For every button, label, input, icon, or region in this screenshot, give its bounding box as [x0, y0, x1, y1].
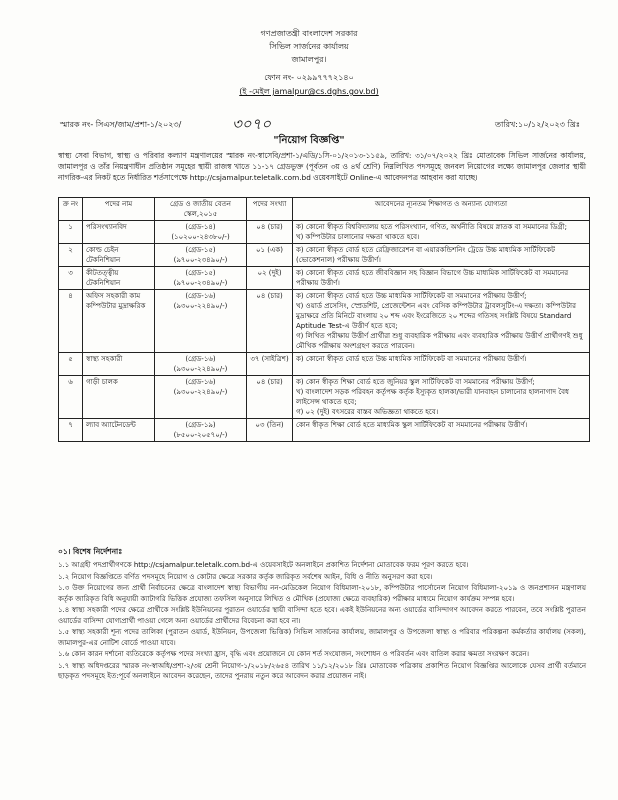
qualification-item: গ) ০২ (দুই) বৎসরের বাস্তব অভিজ্ঞতা থাকতে হবে।	[296, 408, 439, 416]
qualification-item: ক) কোনো স্বীকৃত বোর্ড হতে উচ্চ মাধ্যমিক সার্টিফিকেট বা সমমানের পরীক্ষায় উত্তীর্ণ।	[296, 355, 527, 363]
qualification-item: খ) কম্পিউটার চালানোর দক্ষতা থাকতে হবে।	[296, 233, 420, 241]
header-post: পদের নাম	[83, 198, 155, 221]
header-government: গণপ্রজাতন্ত্রী বাংলাদেশ সরকার	[260, 29, 358, 38]
header-email[interactable]: (ই -মেইল jamalpur@cs.dghs.gov.bd)	[239, 87, 379, 96]
header-serial: ক্র নং	[59, 198, 83, 221]
row-scale: (৯৭০০-২৩৪৯০/-)	[173, 256, 228, 264]
row-grade-cell	[155, 376, 247, 419]
notes-heading: ০১। বিশেষ নির্দেশনাঃ	[58, 547, 123, 556]
row-scale: (৯৩০০-২২৪৯০/-)	[173, 388, 228, 396]
qualification-item: কোন স্বীকৃত শিক্ষা বোর্ড হতে মাধ্যমিক স্কুল সার্টিফিকেট বা সমমানের পরীক্ষায় উত্তীর্ণ।	[296, 421, 528, 429]
table-row	[59, 419, 590, 442]
row-count: ৩৭ (সাইত্রিশ)	[247, 353, 293, 376]
row-scale: (৮৫০০-২০৫৭০/-)	[173, 431, 228, 439]
row-grade: (গ্রেড-১৯)	[185, 421, 216, 429]
row-grade-cell	[155, 221, 247, 244]
qualification-item: ক) কোনো স্বীকৃত বিশ্ববিদ্যালয় হতে পরিসংখ্যান, গণিত, অর্থনীতি বিষয়ে স্নাতক বা সমমানের ডিগ্রী;	[296, 223, 568, 231]
table-header-row	[59, 198, 590, 221]
header-phone: ফোন নং- ০২৯৯৭৭৭২১৪০	[264, 73, 354, 82]
row-post: গাড়ী চালক	[83, 376, 155, 419]
qualification-item: ক) কোনো স্বীকৃত বোর্ড হতে রেফ্রিজারেশন বা এয়ারকন্ডিশনিং ট্রেডে উচ্চ মাধ্যমিক সার্টিফিকেট (ভোকেশনাল) পরীক্ষায় উত্তীর্ণ।	[296, 246, 555, 264]
posts-table	[58, 197, 590, 442]
row-grade-cell	[155, 244, 247, 267]
table-row	[59, 267, 590, 290]
memo-number: স্মারক নং- সিএস/জাম/প্রশা-১/২০২৩/	[60, 120, 182, 129]
row-grade: (গ্রেড-১৬)	[185, 292, 216, 300]
row-scale: (১০২০০-২৪৩৮০/-)	[171, 233, 230, 241]
row-serial: ৫	[59, 353, 83, 376]
row-scale: (৯৩০০-২২৪৯০/-)	[173, 365, 228, 373]
row-post: কোল্ড চেইন টেকনিশিয়ান	[83, 244, 155, 267]
note-item: ১.১ আগ্রহী পদপ্রার্থীগণকে http://csjamalpur.teletalk.com.bd-এ ওয়েবসাইটে অনলাইনে প্রকাশিত নির্দেশনা মোতাবেক ফরম পূরণ করতে হবে।	[58, 561, 469, 569]
row-grade: (গ্রেড-১৬)	[185, 378, 216, 386]
row-serial: ৪	[59, 290, 83, 353]
note-item: ১.৫ স্বাস্থ্য সহকারী শূন্য পদের তালিকা (পুরাতন ওয়ার্ড, ইউনিয়ন, উপজেলা ভিত্তিক) সিভিল সার্জনের কার্যালয়, জামালপুর ও উপজেলা স্বাস্থ্য ও পরিবার পরিকল্পনা কর্মকর্তার কার্যালয় (সকল), জামালপুর-এর নোটিশ বোর্ডে পাওয়া যাবে।	[58, 628, 586, 647]
note-item: ১.৭ স্বাস্থ্য অধিদপ্তরের স্মারক নং-স্বাঅধি/প্রশা-২/৩য় শ্রেনী নিয়োগ-১/২০১৮/২৬৫৪ তারিখ ১১/১২/২০১৮ খ্রিঃ মোতাবেক পত্রিকায় প্রকাশিত নিয়োগ বিজ্ঞপ্তির আলোকে যেসব প্রার্থী বর্তমানে ছাড়কৃত পদসমূহে ইত:পূর্বে অনলাইনে আবেদন করেছেন, তাদের পুনরায় নতুন করে আবেদন করার প্রয়োজন নাই।	[58, 661, 586, 680]
row-qualification	[293, 244, 590, 267]
row-grade-cell	[155, 419, 247, 442]
row-serial: ১	[59, 221, 83, 244]
row-grade-cell	[155, 290, 247, 353]
row-post: ল্যাব অ্যাটেনডেন্ট	[83, 419, 155, 442]
memo-handwritten-number: ৩০৭০	[232, 115, 272, 133]
table-row	[59, 290, 590, 353]
row-qualification	[293, 221, 590, 244]
header-district: জামালপুর।	[291, 55, 327, 64]
note-item: ১.৪ স্বাস্থ্য সহকারী পদের ক্ষেত্রে প্রার্থীকে সংশ্লিষ্ট ইউনিয়নের পুরাতন ওয়ার্ডের স্থায়ী বাসিন্দা হতে হবে। একই ইউনিয়নের অন্য ওয়ার্ডের বাসিন্দাগণ আবেদন করতে পারবেন, তবে সংশ্লিষ্ট পুরাতন ওয়ার্ডের বাসিন্দা যোগ্যপ্রার্থী পাওয়া গেলে অন্য ওয়ার্ডের প্রার্থীদের বিবেচনা করা হবে না।	[58, 606, 586, 625]
qualification-item: ক) কোন স্বীকৃত শিক্ষা বোর্ড হতে জুনিয়র স্কুল সার্টিফিকেট বা সমমানের পরীক্ষায় উত্তীর্ণ;	[296, 378, 535, 386]
row-grade-cell	[155, 267, 247, 290]
row-qualification	[293, 290, 590, 353]
note-item: ১.৩ উক্ত নিয়োগের জন্য প্রার্থী নির্বাচনের ক্ষেত্রে বাংলাদেশ স্বাস্থ্য বিভাগীয় নন-মেডিকেল নিয়োগ বিধিমালা-২০১৮, কম্পিউটার পার্সোনেল নিয়োগ বিধিমালা-২০১৯ ও জনপ্রশাসন মন্ত্রণালয় কর্তৃক জারিকৃত বিধি অনুযায়ী ক্যাটাগরি ভিত্তিক প্রযোজ্য তফসিল অনুসারে লিখিত ও মৌখিক (প্রযোজ্য ক্ষেত্রে ব্যবহারিক) পরীক্ষার মাধ্যমে নিয়োগ কার্যক্রম সম্পন্ন হবে।	[58, 584, 586, 603]
qualification-item: খ) ওয়ার্ড প্রসেসিং, স্প্রেডশিট, প্রেজেন্টেশন এবং বেসিক কম্পিউটার ট্রাবলসুটিং-এ দক্ষতা। কম্পিউটার মুদ্রাক্ষরে প্রতি মিনিটে বাংলায় ২০ শব্দ এবং ইংরেজিতে ২০ শব্দের গতিসহ সংশ্লিষ্ট বিষয়ে Standard Aptitude Test-এ উত্তীর্ণ হতে হবে;	[296, 302, 576, 330]
row-post: অফিস সহকারী কাম কম্পিউটার মুদ্রাক্ষরিক	[83, 290, 155, 353]
row-qualification	[293, 353, 590, 376]
row-count: ০২ (দুই)	[247, 267, 293, 290]
row-serial: ৩	[59, 267, 83, 290]
row-grade: (গ্রেড-১৫)	[185, 246, 216, 254]
qualification-item: ক) কোনো স্বীকৃত বোর্ড হতে উচ্চ মাধ্যমিক সার্টিফিকেট বা সমমানের পরীক্ষায় উত্তীর্ণ;	[296, 292, 527, 300]
row-count: ০৪ (চার)	[247, 290, 293, 353]
table-row	[59, 244, 590, 267]
header-qualification: আবেদনের ন্যূনতম শিক্ষাগত ও অন্যান্য যোগ্যতা	[293, 198, 590, 221]
header-office: সিভিল সার্জনের কার্যালয়	[269, 42, 349, 51]
row-grade: (গ্রেড-১৬)	[185, 355, 216, 363]
row-grade-cell	[155, 353, 247, 376]
row-count: ০৪ (চার)	[247, 376, 293, 419]
qualification-item: ক) কোনো স্বীকৃত বোর্ড হতে জীববিজ্ঞান সহ বিজ্ঞান বিভাগে উচ্চ মাধ্যমিক সার্টিফিকেট বা সমমানের পরীক্ষায় উত্তীর্ণ।	[296, 269, 569, 287]
row-serial: ৭	[59, 419, 83, 442]
table-row	[59, 221, 590, 244]
intro-paragraph: স্বাস্থ্য সেবা বিভাগ, স্বাস্থ্য ও পরিবার কল্যাণ মন্ত্রণালয়ের স্মারক নং-স্বাসেবি/প্রশা-১/এডি/১সি-০১/২০১৩-১১৫৯, তারিখ: ৩১/০৭/২০২২ খ্রিঃ মোতাবেক সিভিল সার্জনের কার্যালয়, জামালপুর ও তাঁর নিয়ন্ত্রণাধীন প্রতিষ্ঠান সমূহের স্থায়ী রাজস্ব খাতে ১১-১৭ গ্রেডভুক্ত (পূর্বতন ৩য় ও ৪র্থ শ্রেণি) নিম্নলিখিত পদসমূহে জনবল নিয়োগের লক্ষ্যে জামালপুর জেলার স্থায়ী নাগরিক-এর নিকট হতে নির্ধারিত শর্তসাপেক্ষে http://csjamalpur.teletalk.com.bd ওয়েবসাইটে Online-এ আবেদনপত্র আহবান করা যাচ্ছে।	[58, 151, 586, 182]
row-grade: (গ্রেড-১৪)	[185, 223, 216, 231]
row-count: ০৪ (চার)	[247, 221, 293, 244]
memo-row	[60, 117, 580, 133]
notice-title: "নিয়োগ বিজ্ঞপ্তি"	[273, 135, 345, 146]
row-scale: (৯৭০০-২৩৪৯০/-)	[173, 279, 228, 287]
qualification-item: খ) বাংলাদেশ সড়ক পরিবহন কর্তৃপক্ষ কর্তৃক ইস্যুকৃত হালকা/ভারী যানবাহন চালানোর হালনাগাদ বৈধ লাইসেন্স থাকতে হবে;	[296, 388, 569, 406]
note-item: ১.২ নিয়োগ বিজ্ঞপ্তিতে বর্ণিত পদসমূহে নিয়োগ ও কোটার ক্ষেত্রে সরকার কর্তৃক জারিকৃত সর্বশেষ আইন, বিধি ও নীতি অনুসরণ করা হবে।	[58, 572, 433, 581]
memo-date: তারিখ:১০/১২/২০২৩ খ্রিঃ	[495, 120, 580, 129]
row-qualification	[293, 267, 590, 290]
row-serial: ৬	[59, 376, 83, 419]
row-post: পরিসংখ্যানবিদ	[83, 221, 155, 244]
row-post: কীটতত্ত্বীয় টেকনিশিয়ান	[83, 267, 155, 290]
notes-list	[58, 560, 586, 683]
row-post: স্বাস্থ্য সহকারী	[83, 353, 155, 376]
note-item: ১.৬ কোন কারন দর্শানো ব্যতিরেকে কর্তৃপক্ষ পদের সংখ্যা হ্রাস, বৃদ্ধি এবং প্রয়োজনে যে কোন শর্ত সংযোজন, সংশোধন ও পরিবর্তন এবং বাতিল করার ক্ষমতা সংরক্ষণ করেন।	[58, 650, 530, 658]
row-qualification	[293, 419, 590, 442]
row-qualification	[293, 376, 590, 419]
table-row	[59, 376, 590, 419]
table-row	[59, 353, 590, 376]
header-count: পদের সংখ্যা	[247, 198, 293, 221]
row-serial: ২	[59, 244, 83, 267]
row-grade: (গ্রেড-১৫)	[185, 269, 216, 277]
row-scale: (৯৩০০-২২৪৯০/-)	[173, 302, 228, 310]
row-count: ০৩ (তিন)	[247, 419, 293, 442]
header-grade: গ্রেড ও জাতীয় বেতন স্কেল,২০১৫	[155, 198, 247, 221]
qualification-item: গ) লিখিত পরীক্ষায় উত্তীর্ণ প্রার্থীরা শুধু ব্যবহারিক পরীক্ষায় এবং ব্যবহারিক পরীক্ষায় উত্তীর্ণ প্রার্থীগণই শুধু মৌখিক পরীক্ষায় অংশগ্রহণ করতে পারবেন।	[296, 332, 583, 350]
row-count: ০১ (এক)	[247, 244, 293, 267]
